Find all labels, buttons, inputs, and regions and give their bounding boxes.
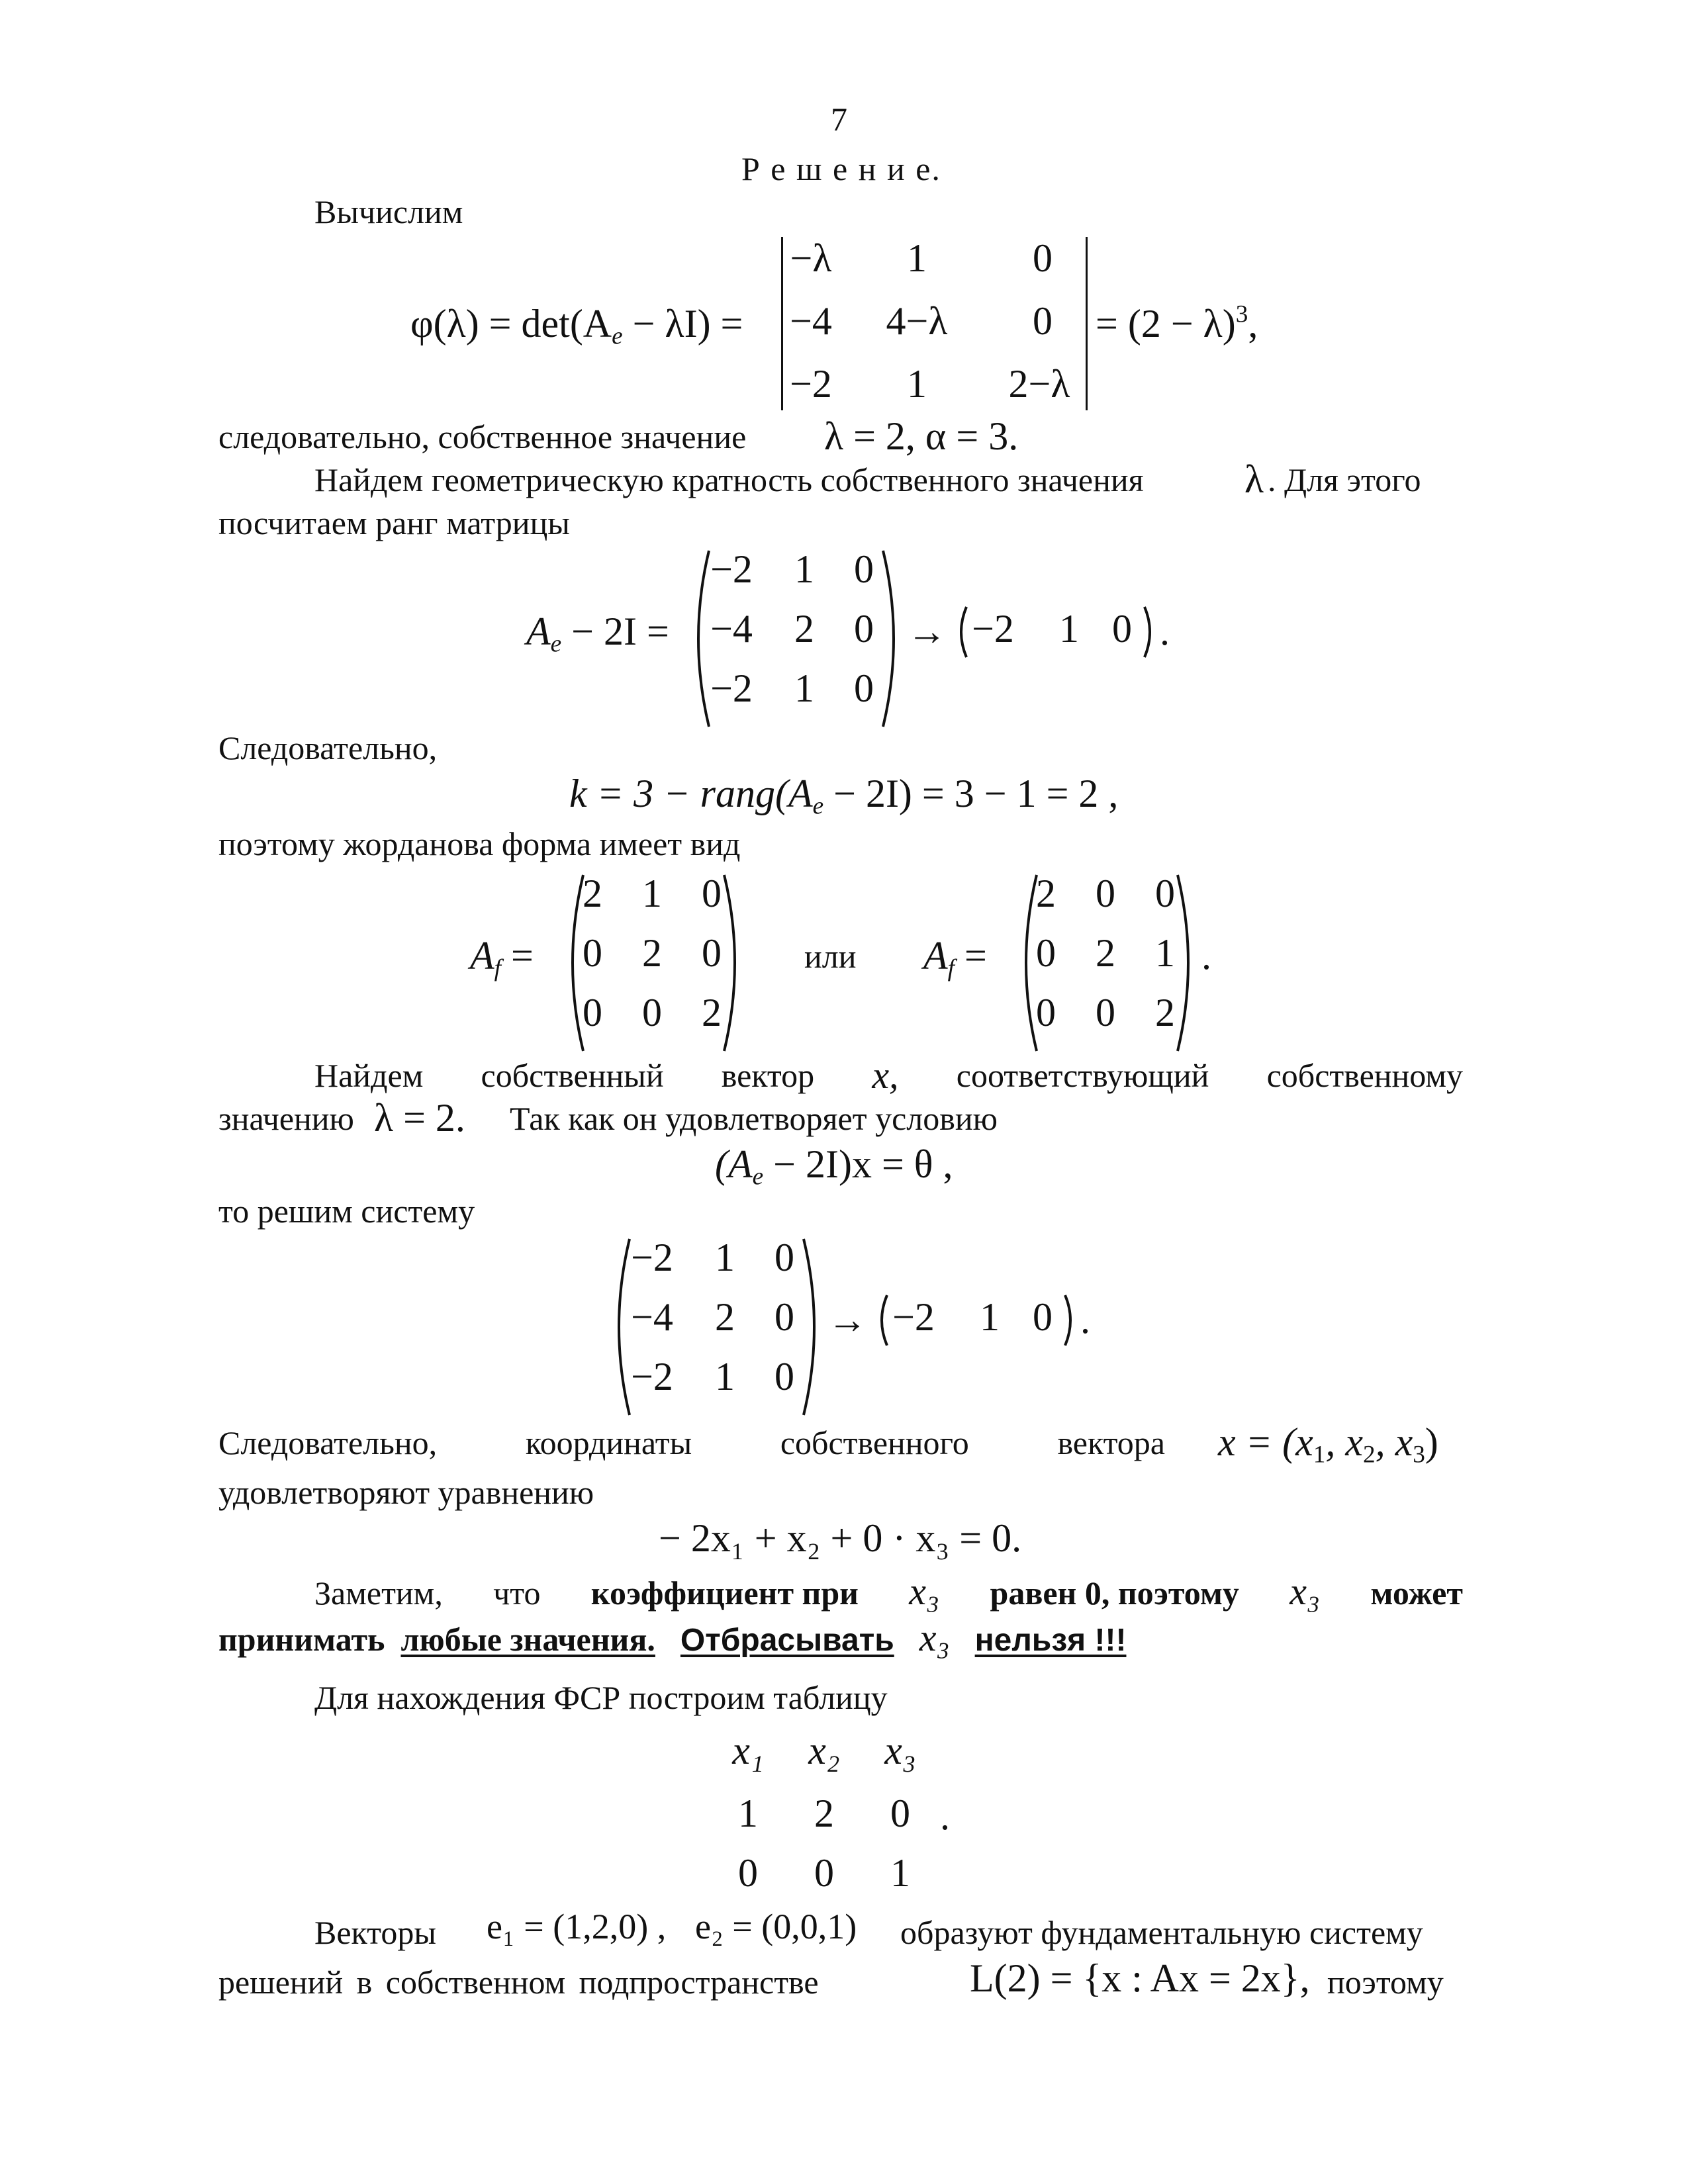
text-line: удовлетворяют уравнению: [218, 1474, 594, 1511]
text-line: поэтому: [1327, 1964, 1444, 2001]
period: .: [1201, 934, 1211, 978]
text-line: Векторы: [314, 1914, 436, 1951]
matrix-cell: 0: [1033, 299, 1053, 343]
matrix-cell: 0: [702, 872, 722, 915]
paren-right: [1062, 1294, 1078, 1347]
text-line: Следовательно,: [218, 729, 438, 766]
subspace-def: L(2) = {x : Ax = 2x},: [970, 1956, 1310, 2000]
matrix-cell: 1: [907, 362, 927, 406]
matrix-cell: 2: [794, 607, 814, 651]
matrix-cell: 1: [794, 547, 814, 591]
matrix-cell: 0: [702, 931, 722, 975]
matrix-cell: −2: [710, 666, 753, 710]
matrix-cell: −2: [631, 1355, 673, 1398]
text-line: Для нахождения ФСР построим таблицу: [314, 1679, 888, 1716]
matrix-cell: 2: [702, 991, 722, 1034]
word: собственный: [481, 1057, 664, 1094]
text-line: образуют фундаментальную систему: [900, 1914, 1423, 1951]
row-cell: −2: [972, 607, 1014, 651]
matrix-cell: −4: [790, 299, 832, 343]
word: x,: [872, 1054, 899, 1097]
word: Найдем: [314, 1057, 424, 1094]
text-line: значению: [218, 1100, 354, 1137]
matrix-cell: 0: [854, 666, 874, 710]
word: может: [1370, 1574, 1463, 1612]
justified-line: [314, 1056, 1463, 1095]
jordan-lhs-2: $A_f$ =: [923, 934, 987, 982]
matrix-cell: 4−λ: [886, 299, 948, 343]
matrix-cell: 0: [583, 931, 602, 975]
arrow: →: [907, 610, 947, 653]
period: .: [940, 1794, 950, 1838]
matrix-cell: 0: [774, 1236, 794, 1279]
matrix-cell: 1: [1155, 931, 1175, 975]
word: Отбрасывать: [680, 1623, 894, 1658]
word: собственному: [1266, 1057, 1463, 1094]
row-cell: 1: [1059, 607, 1079, 651]
eigenvalue-eq: λ = 2, α = 3.: [824, 414, 1019, 458]
matrix-cell: 0: [854, 607, 874, 651]
matrix-cell: −4: [631, 1295, 673, 1339]
matrix-cell: 0: [1036, 931, 1056, 975]
justified-line: [218, 1423, 1165, 1463]
matrix-cell: −λ: [790, 236, 832, 280]
text-line: следовательно, собственное значение: [218, 418, 747, 455]
table-header-cell: x₂: [808, 1729, 840, 1772]
matrix-cell: 1: [907, 236, 927, 280]
word: собственного: [780, 1424, 969, 1461]
solution-heading: Р е ш е н и е.: [741, 150, 941, 187]
table-cell: 0: [814, 1851, 834, 1895]
matrix-cell: 0: [774, 1355, 794, 1398]
word: что: [493, 1574, 541, 1612]
matrix-cell: −2: [710, 547, 753, 591]
text-or: или: [804, 938, 857, 975]
k-formula: $k = 3 - rang(A_e - 2I) = 3 - 1 = 2$ ,: [569, 772, 1119, 820]
vector-e2: e₂ = (0,0,1): [695, 1907, 857, 1946]
matrix-cell: −2: [790, 362, 832, 406]
table-cell: 0: [890, 1792, 910, 1835]
matrix-cell: −2: [631, 1236, 673, 1279]
eigen-eq-2: λ = 2.: [374, 1096, 465, 1140]
row-cell: −2: [892, 1295, 935, 1339]
table-cell: 2: [814, 1792, 834, 1835]
word: соответствующий: [956, 1057, 1209, 1094]
matrix-cell: 0: [1036, 991, 1056, 1034]
arrow: →: [827, 1298, 867, 1342]
text-line: Найдем геометрическую кратность собственного значения: [314, 461, 1144, 498]
row-cell: 0: [1112, 607, 1132, 651]
matrix-cell: 0: [1033, 236, 1053, 280]
word: Заметим,: [314, 1574, 443, 1612]
word: координаты: [525, 1424, 692, 1461]
word: принимать: [218, 1621, 385, 1658]
matrix-cell: 2: [1155, 991, 1175, 1034]
table-header-cell: x₃: [884, 1729, 916, 1772]
word: x₃: [919, 1616, 950, 1659]
period: .: [1080, 1298, 1090, 1342]
matrix-cell: 1: [715, 1355, 735, 1398]
period: .: [1160, 610, 1170, 653]
word: вектор: [721, 1057, 815, 1094]
word: x₃: [1289, 1570, 1321, 1613]
matrix-cell: 1: [642, 872, 662, 915]
determinant-right-bar: [1086, 237, 1088, 410]
text-line: поэтому жорданова форма имеет вид: [218, 825, 741, 862]
paren-right: [1142, 606, 1158, 659]
text-vychislim: Вычислим: [314, 193, 463, 230]
text-line: . Для этого: [1268, 461, 1421, 498]
row-cell: 0: [1033, 1295, 1053, 1339]
matrix-cell: 1: [715, 1236, 735, 1279]
word: x₃: [909, 1570, 940, 1613]
lambda-symbol: λ: [1244, 457, 1264, 501]
matrix-cell: 0: [1155, 872, 1175, 915]
condition-eq: $(A_e - 2I)x = \theta$ ,: [715, 1142, 953, 1191]
page-number: 7: [831, 101, 847, 138]
matrix-cell: 2: [715, 1295, 735, 1339]
matrix-cell: 0: [774, 1295, 794, 1339]
jordan-lhs-1: $A_f$ =: [470, 934, 534, 982]
coords-vector: $x = (x_1$, $x_2$, $x_3$): [1218, 1420, 1438, 1469]
matrix-cell: 0: [1096, 991, 1115, 1034]
word: равен 0, поэтому: [990, 1574, 1239, 1612]
phi-lhs: $\varphi(\lambda) = \det(A_e - \lambda I)$ =: [410, 302, 743, 350]
text-line: посчитаем ранг матрицы: [218, 504, 570, 541]
matrix-cell: −4: [710, 607, 753, 651]
word: коэффициент при: [590, 1574, 859, 1612]
table-cell: 1: [890, 1851, 910, 1895]
matrix-cell: 2: [1096, 931, 1115, 975]
text-line: решений в собственном подпространстве: [218, 1964, 819, 2001]
matrix-cell: 2: [583, 872, 602, 915]
matrix-cell: 0: [583, 991, 602, 1034]
rank-lhs: $A_e - 2I$ =: [526, 610, 669, 658]
row-cell: 1: [980, 1295, 1000, 1339]
matrix-cell: 1: [794, 666, 814, 710]
word: вектора: [1057, 1424, 1165, 1461]
phi-rhs: = $(2 - \lambda)^3$,: [1096, 300, 1258, 345]
note-line-2: [218, 1618, 1126, 1661]
word: Следовательно,: [218, 1424, 438, 1461]
matrix-cell: 2: [1036, 872, 1056, 915]
matrix-cell: 0: [642, 991, 662, 1034]
linear-equation: − 2x₁ + x₂ + 0 · x₃ = 0.: [659, 1516, 1022, 1560]
word: нельзя !!!: [974, 1623, 1127, 1658]
text-line: то решим систему: [218, 1193, 475, 1230]
matrix-cell: 2−λ: [1008, 362, 1070, 406]
vector-e1: e₁ = (1,2,0) ,: [487, 1907, 667, 1946]
table-cell: 1: [738, 1792, 758, 1835]
word: любые значения.: [400, 1621, 655, 1658]
matrix-cell: 0: [1096, 872, 1115, 915]
matrix-cell: 0: [854, 547, 874, 591]
table-cell: 0: [738, 1851, 758, 1895]
note-line-1: [314, 1572, 1463, 1613]
table-header-cell: x₁: [732, 1729, 764, 1772]
matrix-cell: 2: [642, 931, 662, 975]
text-line: Так как он удовлетворяет условию: [510, 1100, 998, 1137]
